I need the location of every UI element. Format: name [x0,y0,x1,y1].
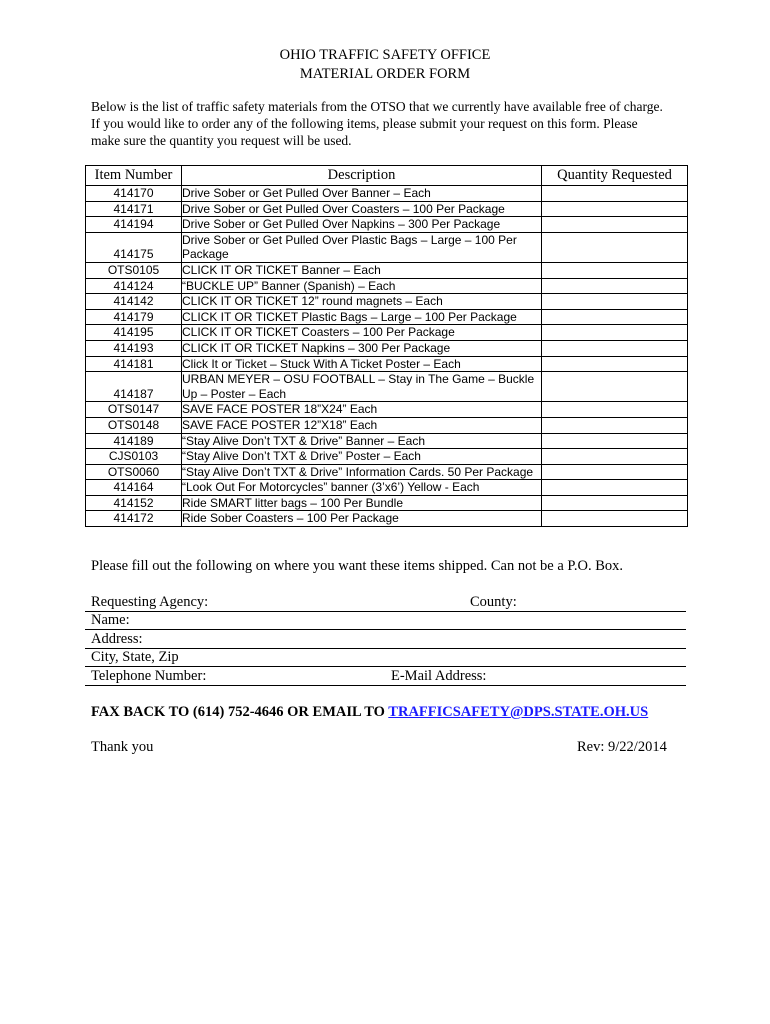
quantity-requested-cell[interactable] [542,232,688,262]
quantity-requested-cell[interactable] [542,340,688,356]
revision-date: Rev: 9/22/2014 [577,739,667,755]
quantity-requested-cell[interactable] [542,433,688,449]
item-description: Click It or Ticket – Stuck With A Ticket Poster – Each [182,356,542,372]
item-number: 414124 [86,278,182,294]
item-description: Drive Sober or Get Pulled Over Plastic Bags – Large – 100 Per Package [182,232,542,262]
quantity-requested-cell[interactable] [542,262,688,278]
quantity-requested-cell[interactable] [542,278,688,294]
city-state-zip-line[interactable] [85,648,686,667]
item-description: “BUCKLE UP” Banner (Spanish) – Each [182,278,542,294]
quantity-requested-cell[interactable] [542,511,688,527]
intro-line-3: make sure the quantity you request will be used. [91,133,352,148]
item-description: “Stay Alive Don’t TXT & Drive” Information Cards. 50 Per Package [182,464,542,480]
item-description: Drive Sober or Get Pulled Over Banner – Each [182,186,542,202]
item-number: OTS0105 [86,262,182,278]
item-description: CLICK IT OR TICKET Coasters – 100 Per Package [182,325,542,341]
form-title-office: OHIO TRAFFIC SAFETY OFFICE [279,47,491,63]
table-row [86,262,688,278]
quantity-requested-cell[interactable] [542,294,688,310]
table-row [86,511,688,527]
item-number: 414179 [86,309,182,325]
table-row [86,356,688,372]
address-line[interactable] [85,630,686,649]
item-number: OTS0060 [86,464,182,480]
address-label: Address: [91,631,143,647]
item-number: OTS0147 [86,402,182,418]
telephone-email-line[interactable] [85,667,686,686]
materials-table [85,165,688,527]
table-row [86,309,688,325]
table-row [86,340,688,356]
quantity-requested-cell[interactable] [542,325,688,341]
table-row [86,449,688,465]
quantity-requested-cell[interactable] [542,449,688,465]
quantity-requested-cell[interactable] [542,464,688,480]
item-number: 414175 [86,232,182,262]
item-description: CLICK IT OR TICKET Napkins – 300 Per Package [182,340,542,356]
item-description: “Stay Alive Don’t TXT & Drive” Banner – Each [182,433,542,449]
table-row [86,232,688,262]
header-quantity-requested: Quantity Requested [542,166,688,186]
fax-text: FAX BACK TO (614) 752-4646 OR EMAIL TO [91,704,389,720]
item-description: URBAN MEYER – OSU FOOTBALL – Stay in The Game – Buckle Up – Poster – Each [182,372,542,402]
table-row [86,278,688,294]
item-description: SAVE FACE POSTER 18”X24” Each [182,402,542,418]
item-description: CLICK IT OR TICKET Banner – Each [182,262,542,278]
quantity-requested-cell[interactable] [542,495,688,511]
table-row [86,294,688,310]
item-description: “Stay Alive Don’t TXT & Drive” Poster – Each [182,449,542,465]
item-description: Ride SMART litter bags – 100 Per Bundle [182,495,542,511]
intro-line-2: If you would like to order any of the following items, please submit your request on this form. Please [91,116,638,131]
requesting-agency-label: Requesting Agency: [91,594,209,610]
table-row [86,433,688,449]
table-row [86,495,688,511]
item-number: 414194 [86,217,182,233]
header-item-number: Item Number [86,166,182,186]
table-row [86,372,688,402]
table-row [86,480,688,496]
county-label: County: [470,594,517,610]
intro-line-1: Below is the list of traffic safety materials from the OTSO that we currently have available free of charge. [91,99,663,114]
table-row [86,325,688,341]
shipping-instructions: Please fill out the following on where you want these items shipped. Can not be a P.O. Box. [91,558,623,574]
table-row [86,417,688,433]
email-link[interactable]: TRAFFICSAFETY@DPS.STATE.OH.US [388,704,649,720]
quantity-requested-cell[interactable] [542,480,688,496]
table-row [86,217,688,233]
item-description: Ride Sober Coasters – 100 Per Package [182,511,542,527]
table-row [86,402,688,418]
email-label: E-Mail Address: [391,668,487,684]
item-number: 414193 [86,340,182,356]
requesting-agency-line[interactable] [85,593,686,612]
item-number: 414195 [86,325,182,341]
quantity-requested-cell[interactable] [542,309,688,325]
item-description: SAVE FACE POSTER 12”X18” Each [182,417,542,433]
quantity-requested-cell[interactable] [542,356,688,372]
form-title: MATERIAL ORDER FORM [299,66,471,82]
table-row [86,201,688,217]
item-number: 414181 [86,356,182,372]
item-description: CLICK IT OR TICKET 12” round magnets – Each [182,294,542,310]
item-number: 414170 [86,186,182,202]
item-number: 414152 [86,495,182,511]
item-description: Drive Sober or Get Pulled Over Napkins – 300 Per Package [182,217,542,233]
item-number: 414171 [86,201,182,217]
item-description: CLICK IT OR TICKET Plastic Bags – Large – 100 Per Package [182,309,542,325]
item-number: CJS0103 [86,449,182,465]
quantity-requested-cell[interactable] [542,417,688,433]
fax-instructions [91,704,648,721]
telephone-label: Telephone Number: [91,668,207,684]
quantity-requested-cell[interactable] [542,402,688,418]
item-number: 414164 [86,480,182,496]
item-number: 414172 [86,511,182,527]
header-description: Description [182,166,542,186]
city-state-zip-label: City, State, Zip [91,649,179,665]
quantity-requested-cell[interactable] [542,186,688,202]
item-description: “Look Out For Motorcycles” banner (3’x6’) Yellow - Each [182,480,542,496]
table-row [86,186,688,202]
thank-you: Thank you [91,739,154,755]
quantity-requested-cell[interactable] [542,217,688,233]
quantity-requested-cell[interactable] [542,201,688,217]
item-number: 414189 [86,433,182,449]
item-description: Drive Sober or Get Pulled Over Coasters – 100 Per Package [182,201,542,217]
name-label: Name: [91,612,130,628]
table-row [86,464,688,480]
name-line[interactable] [85,611,686,630]
table-header-row [86,166,688,186]
item-number: 414142 [86,294,182,310]
item-number: OTS0148 [86,417,182,433]
item-number: 414187 [86,372,182,402]
quantity-requested-cell[interactable] [542,372,688,402]
